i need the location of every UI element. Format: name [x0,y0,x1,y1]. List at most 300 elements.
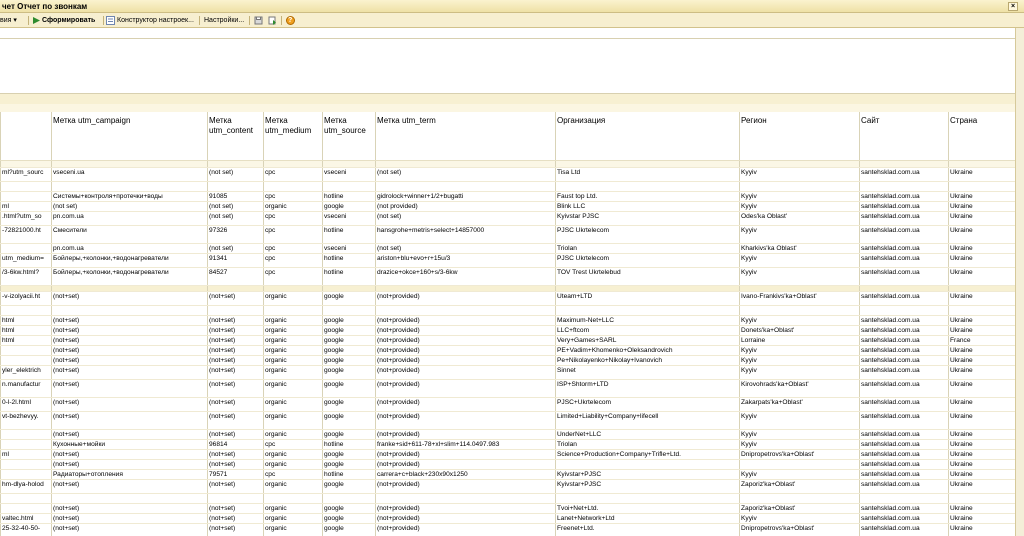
table-cell: (not set) [208,243,264,253]
column-header[interactable]: Метка utm_term [376,112,556,160]
table-cell: (not+set) [52,429,208,439]
table-cell: .html?utm_so [1,211,52,225]
table-cell: organic [264,291,323,305]
table-cell: (not+set) [52,291,208,305]
table-cell: google [323,379,376,397]
table-cell [1,503,52,513]
column-header[interactable] [1,112,52,160]
table-cell: Ukraine [949,523,1016,536]
table-cell: Радиаторы+отопления [52,469,208,479]
table-cell: (not+provided) [376,523,556,536]
table-cell: (not set) [52,201,208,211]
table-cell: hotline [323,253,376,267]
table-cell: yler_elektrich [1,365,52,379]
table-cell: google [323,411,376,429]
table-cell: 25-32-40-50- [1,523,52,536]
table-cell: google [323,459,376,469]
table-cell: Science+Production+Company+Trifle+Ltd. [556,449,740,459]
actions-menu-button[interactable]: вия ▾ [0,17,17,24]
table-cell: (not+set) [208,397,264,411]
table-cell: Kyyiv [740,513,860,523]
table-cell [1,243,52,253]
table-cell: santehsklad.com.ua [860,201,949,211]
table-cell: hm-dlya-holod [1,479,52,493]
table-cell [949,181,1016,191]
table-cell: (not provided) [376,201,556,211]
table-row[interactable] [1,305,1016,315]
table-row[interactable] [1,355,1016,365]
table-cell: 84527 [208,267,264,285]
table-cell: 0-l-2l.html [1,397,52,411]
column-header[interactable]: Регион [740,112,860,160]
table-cell: (not+set) [208,459,264,469]
table-cell: google [323,513,376,523]
table-row[interactable] [1,167,1016,181]
table-cell: (not+set) [52,325,208,335]
table-cell: google [323,315,376,325]
table-row[interactable] [1,253,1016,267]
table-cell: Ukraine [949,345,1016,355]
table-cell: LLC+ftcom [556,325,740,335]
table-cell: santehsklad.com.ua [860,429,949,439]
table-cell: html [1,335,52,345]
table-cell: Kyyiv [740,355,860,365]
table-cell: Kyyiv [740,429,860,439]
table-cell: Ukraine [949,225,1016,243]
table-cell: valtec.html [1,513,52,523]
table-cell: ISP+Shtorm+LTD [556,379,740,397]
table-cell [740,459,860,469]
table-cell: google [323,503,376,513]
table-cell: (not+set) [208,335,264,345]
table-cell: cpc [264,253,323,267]
settings-button[interactable]: Настройки... [204,17,245,24]
table-cell: santehsklad.com.ua [860,449,949,459]
table-row[interactable] [1,345,1016,355]
table-cell: google [323,397,376,411]
table-cell: Ukraine [949,397,1016,411]
table-cell: -v-izolyacii.ht [1,291,52,305]
table-row[interactable] [1,469,1016,479]
table-cell: 79571 [208,469,264,479]
table-cell: (not+set) [52,345,208,355]
table-row[interactable] [1,459,1016,469]
table-row[interactable] [1,201,1016,211]
table-cell: santehsklad.com.ua [860,253,949,267]
table-cell: n.manufactur [1,379,52,397]
table-cell: Kyyiv [740,411,860,429]
table-cell: organic [264,345,323,355]
table-cell: organic [264,523,323,536]
table-cell: ml [1,449,52,459]
table-cell: santehsklad.com.ua [860,365,949,379]
table-cell: (not+set) [208,503,264,513]
table-cell [1,181,52,191]
table-cell: google [323,429,376,439]
report-toolbar [0,13,1024,28]
table-cell: (not+set) [52,397,208,411]
table-cell [860,181,949,191]
table-cell [1,429,52,439]
help-icon-glyph: ? [288,17,293,24]
table-cell: (not+set) [52,379,208,397]
table-cell: (not+set) [208,429,264,439]
table-cell: santehsklad.com.ua [860,243,949,253]
table-cell: (not+provided) [376,335,556,345]
table-row[interactable] [1,411,1016,429]
settings-constructor-button[interactable]: Конструктор настроек... [117,17,194,24]
table-header-row [1,112,1016,160]
table-cell: (not+provided) [376,365,556,379]
grouping-band [0,104,1015,112]
table-cell: Ukraine [949,355,1016,365]
load-variant-icon[interactable] [268,16,277,25]
table-cell: (not+set) [52,513,208,523]
table-row[interactable] [1,211,1016,225]
grouping-band [0,94,1015,104]
table-cell [208,160,264,167]
constructor-icon [106,16,115,25]
table-cell: (not+set) [52,355,208,365]
toolbar-separator [249,16,250,25]
table-row[interactable] [1,315,1016,325]
table-cell [52,160,208,167]
table-cell: Kyyiv [740,365,860,379]
help-icon[interactable] [286,16,295,25]
table-cell [52,305,208,315]
table-cell: Kyivstar+PJSC [556,479,740,493]
table-row[interactable] [1,513,1016,523]
table-cell: (not+set) [52,365,208,379]
table-row[interactable] [1,479,1016,493]
table-cell: Kyyiv [740,345,860,355]
table-row[interactable] [1,243,1016,253]
table-cell: santehsklad.com.ua [860,469,949,479]
table-cell: Kyyiv [740,315,860,325]
table-cell: Ukraine [949,315,1016,325]
table-cell: Ukraine [949,449,1016,459]
table-cell: Kyyiv [740,225,860,243]
table-cell: Ukraine [949,439,1016,449]
table-cell: organic [264,325,323,335]
table-cell: Системы+контроля+протечки+воды [52,191,208,201]
table-cell: organic [264,429,323,439]
table-cell: (not set) [208,211,264,225]
table-cell [323,160,376,167]
table-cell: santehsklad.com.ua [860,513,949,523]
table-cell: (not set) [376,167,556,181]
table-cell: Sinnet [556,365,740,379]
table-cell: (not+provided) [376,345,556,355]
table-row[interactable] [1,365,1016,379]
table-cell: cpc [264,167,323,181]
table-row[interactable] [1,225,1016,243]
table-cell [556,493,740,503]
table-cell: Бойлеры,+колонки,+водонагреватели [52,253,208,267]
table-cell: Ukraine [949,379,1016,397]
table-cell: hotline [323,191,376,201]
table-cell: Freenet+Ltd. [556,523,740,536]
table-cell: organic [264,449,323,459]
table-cell: santehsklad.com.ua [860,291,949,305]
table-cell: Ukraine [949,211,1016,225]
table-cell [323,305,376,315]
table-cell: Ukraine [949,267,1016,285]
table-cell [556,181,740,191]
table-cell: santehsklad.com.ua [860,325,949,335]
table-cell [323,181,376,191]
table-cell: (not+provided) [376,513,556,523]
table-cell [264,181,323,191]
table-cell: Pe+Nikolayenko+Nikolay+Ivanovich [556,355,740,365]
table-cell: vt-bezhevyy. [1,411,52,429]
table-cell: Ukraine [949,325,1016,335]
table-cell: (not+set) [208,479,264,493]
column-header[interactable]: Метка utm_source [323,112,376,160]
table-cell: (not+provided) [376,479,556,493]
table-cell: Odes'ka Oblast' [740,211,860,225]
table-cell: organic [264,479,323,493]
table-cell: drazice+okce+160+s/3-6kw [376,267,556,285]
toolbar-separator [103,16,104,25]
table-cell: (not+set) [52,315,208,325]
table-cell: (not+set) [52,503,208,513]
table-cell: (not+set) [52,523,208,536]
table-cell: organic [264,315,323,325]
table-cell: google [323,325,376,335]
table-cell [1,355,52,365]
table-cell: Ukraine [949,459,1016,469]
table-cell: google [323,345,376,355]
table-cell: (not+provided) [376,503,556,513]
table-cell: (not+provided) [376,429,556,439]
table-cell: Ukraine [949,253,1016,267]
table-cell: (not set) [376,243,556,253]
table-cell: pn.com.ua [52,211,208,225]
vertical-scrollbar[interactable] [1015,28,1024,536]
table-cell: Tisa Ltd [556,167,740,181]
table-cell: organic [264,201,323,211]
table-cell: (not set) [208,167,264,181]
table-cell [740,160,860,167]
table-cell: PJSC Ukrtelecom [556,225,740,243]
table-row[interactable] [1,429,1016,439]
table-cell: Kyivstar PJSC [556,211,740,225]
table-cell: Ukraine [949,243,1016,253]
table-cell: (not+provided) [376,379,556,397]
table-cell: Ukraine [949,291,1016,305]
table-cell [1,469,52,479]
table-cell: vseceni [323,167,376,181]
table-cell: santehsklad.com.ua [860,459,949,469]
table-cell: 96814 [208,439,264,449]
table-cell: (not+set) [208,345,264,355]
table-row[interactable] [1,439,1016,449]
table-cell [376,160,556,167]
table-cell [949,160,1016,167]
table-cell: Ukraine [949,429,1016,439]
table-cell [264,493,323,503]
table-cell: santehsklad.com.ua [860,335,949,345]
play-icon [32,16,41,25]
table-cell [1,160,52,167]
table-cell: Ukraine [949,201,1016,211]
table-cell: organic [264,365,323,379]
table-cell: carrera+c+black+230x90x1250 [376,469,556,479]
table-cell: cpc [264,267,323,285]
table-cell: Kharkivs'ka Oblast' [740,243,860,253]
generate-button[interactable]: Сформировать [42,17,96,24]
report-header-area [0,38,1015,94]
table-cell: ml?utm_sourc [1,167,52,181]
table-cell: cpc [264,225,323,243]
table-cell: vseceni [323,211,376,225]
table-row[interactable] [1,160,1016,167]
table-cell: Ukraine [949,365,1016,379]
table-cell: organic [264,503,323,513]
table-cell: google [323,355,376,365]
window-title-bar [0,0,1024,13]
table-cell [208,181,264,191]
table-cell: cpc [264,469,323,479]
table-row[interactable] [1,335,1016,345]
table-cell: PJSC Ukrtelecom [556,253,740,267]
table-cell: Смесители [52,225,208,243]
table-cell: Zaporiz'ka+Oblast' [740,479,860,493]
save-variant-icon[interactable] [254,16,263,25]
table-cell: Ukraine [949,503,1016,513]
table-cell: Kyyiv [740,201,860,211]
table-row[interactable] [1,379,1016,397]
column-header[interactable]: Метка utm_campaign [52,112,208,160]
table-cell: Dnipropetrovs'ka+Oblast' [740,449,860,459]
table-body [1,160,1016,536]
table-row[interactable] [1,397,1016,411]
table-cell: (not set) [376,211,556,225]
toolbar-separator [199,16,200,25]
column-header[interactable]: Сайт [860,112,949,160]
table-cell: (not+set) [208,449,264,459]
table-cell: (not+set) [208,379,264,397]
table-cell: (not+set) [208,325,264,335]
table-row[interactable] [1,181,1016,191]
table-cell [740,181,860,191]
table-cell: franke+sid+611-78+xl+slim+114.0497.983 [376,439,556,449]
toolbar-separator [281,16,282,25]
table-cell: santehsklad.com.ua [860,167,949,181]
table-cell: santehsklad.com.ua [860,355,949,365]
table-cell: organic [264,355,323,365]
table-cell [860,160,949,167]
table-row[interactable] [1,191,1016,201]
table-cell [264,160,323,167]
table-row[interactable] [1,325,1016,335]
table-cell [52,181,208,191]
table-cell: TOV Trest Ukrtelebud [556,267,740,285]
column-header[interactable]: Метка utm_medium [264,112,323,160]
table-cell: Ukraine [949,167,1016,181]
table-cell: Triolan [556,243,740,253]
table-cell: hotline [323,469,376,479]
table-cell: Zakarpats'ka+Oblast' [740,397,860,411]
table-cell: Kyyiv [740,253,860,267]
table-cell: google [323,201,376,211]
table-cell: pn.com.ua [52,243,208,253]
table-cell: santehsklad.com.ua [860,225,949,243]
table-cell: cpc [264,191,323,201]
table-row[interactable] [1,291,1016,305]
table-cell: France [949,335,1016,345]
table-cell: (not+provided) [376,459,556,469]
table-cell [208,305,264,315]
table-cell [740,305,860,315]
table-cell [556,160,740,167]
table-cell: (not+provided) [376,325,556,335]
table-cell: google [323,479,376,493]
table-cell: (not+set) [208,315,264,325]
table-cell: Uteam+LTD [556,291,740,305]
table-cell: PE+Vadim+Khomenko+Oleksandrovich [556,345,740,355]
table-cell: Kirovohrads'ka+Oblast' [740,379,860,397]
table-cell: Ukraine [949,513,1016,523]
table-row[interactable] [1,493,1016,503]
table-cell: google [323,523,376,536]
table-cell: organic [264,397,323,411]
table-cell: (not+set) [208,411,264,429]
table-cell: hotline [323,267,376,285]
table-cell [556,459,740,469]
table-cell: Kyyiv [740,267,860,285]
table-cell: Dnipropetrovs'ka+Oblast' [740,523,860,536]
table-cell: (not+set) [52,459,208,469]
table-cell: hotline [323,439,376,449]
table-cell: ariston+blu+evo+r+15u/3 [376,253,556,267]
column-header[interactable]: Страна [949,112,1016,160]
column-header[interactable]: Организация [556,112,740,160]
table-cell: PJSC+Ukrtelecom [556,397,740,411]
window-close-button[interactable]: × [1008,2,1018,11]
table-cell: Ukraine [949,411,1016,429]
table-cell [1,439,52,449]
table-cell: (not+set) [208,365,264,379]
table-cell: (not+set) [208,513,264,523]
table-cell: Ukraine [949,469,1016,479]
table-cell: cpc [264,243,323,253]
table-cell: organic [264,459,323,469]
table-cell: (not+provided) [376,449,556,459]
table-cell: Kyyiv [740,191,860,201]
table-cell: google [323,291,376,305]
table-cell: Limited+Liability+Company+lifecell [556,411,740,429]
table-cell: (not+set) [52,449,208,459]
table-cell: organic [264,513,323,523]
table-cell: (not+set) [52,411,208,429]
table-cell: ml [1,201,52,211]
table-row[interactable] [1,523,1016,536]
table-row[interactable] [1,449,1016,459]
table-cell [556,305,740,315]
table-row[interactable] [1,503,1016,513]
table-cell: organic [264,379,323,397]
table-row[interactable] [1,267,1016,285]
table-cell: (not+set) [208,291,264,305]
column-header[interactable]: Метка utm_content [208,112,264,160]
table-cell [949,493,1016,503]
table-cell: (not+provided) [376,315,556,325]
table-cell: cpc [264,211,323,225]
table-cell: organic [264,411,323,429]
table-cell: hansgrohe+metris+select+14857000 [376,225,556,243]
